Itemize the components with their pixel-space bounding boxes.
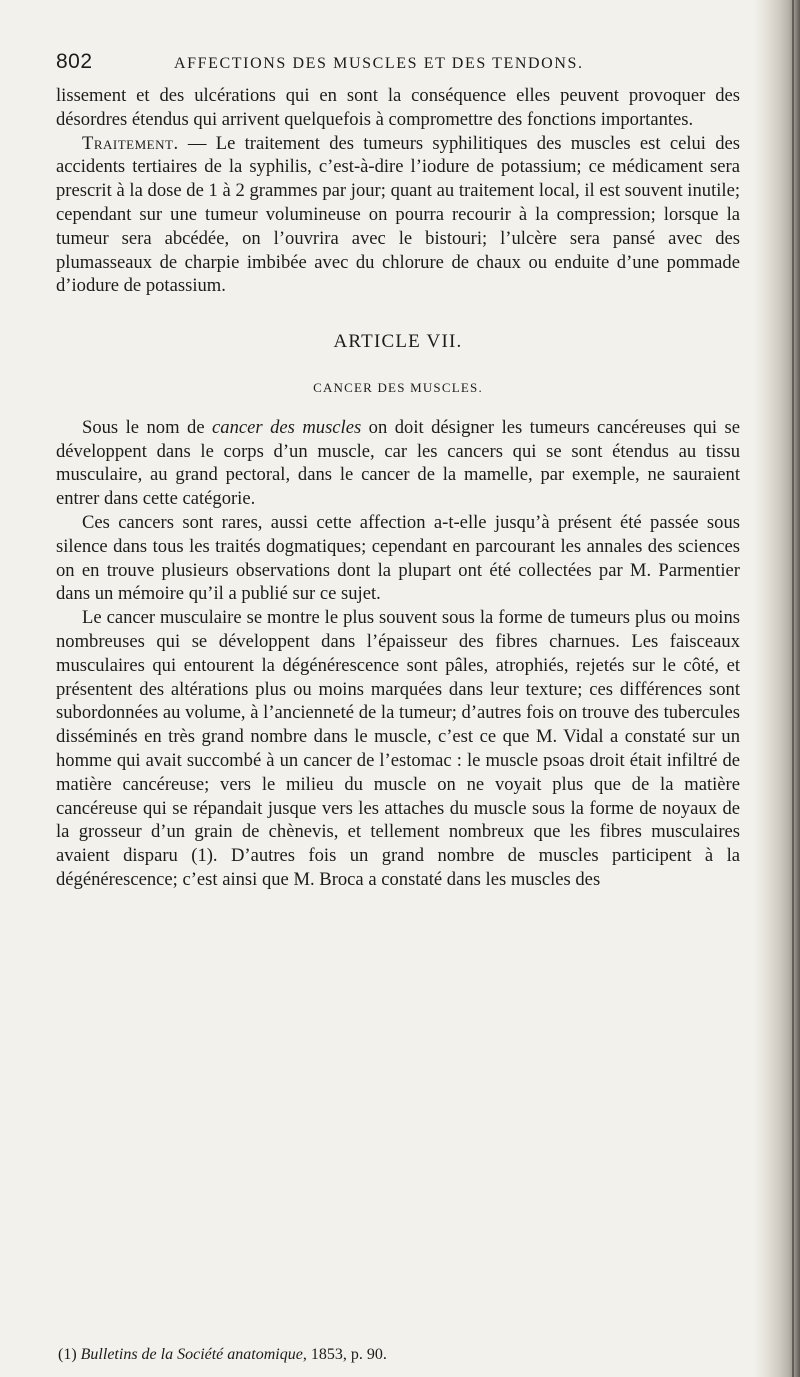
paragraph-definition-end: on doit désigner les tumeurs cancéreuses qui se développent dans le corps d’un muscle, car les cancers qui se sont étendus au tissu musculaire, au grand pectoral, dans le cancer de la mamelle, par exemple, ne sauraient entrer dans cette catégorie. [56,416,740,510]
paragraph-continuation: lissement et des ulcérations qui en sont la conséquence elles peuvent provoquer des désordres étendus qui arrivent quelquefois à compromettre des fonctions importantes. [56,85,740,130]
article-subheading: CANCER DES MUSCLES. [313,379,483,395]
footnote-source: Bulletins de la Société anatomique [80,1346,303,1363]
article-heading: ARTICLE VII. [333,331,463,353]
footnote-citation: , 1853, p. 90. [302,1346,387,1363]
page-number: 802 [56,50,93,73]
term-cancer-des-muscles: cancer des muscles [212,416,362,438]
body-text [56,84,740,892]
paragraph-description: Le cancer musculaire se montre le plus souvent sous la forme de tumeurs plus ou moins nombreuses qui se développent dans l’épaisseur des fibres charnues. Les faisceaux musculaires qui entourent la dégénérescence sont pâles, atrophiés, rejetés sur le côté, et présentent des altérations plus ou moins marquées dans leur texture; ces différences sont subordonnées au volume, à l’ancienneté de la tumeur; d’autres fois on trouve des tubercules disséminés en très grand nombre dans le muscle, c’est ce que M. Vidal a constaté sur un homme qui avait succombé à un cancer de l’estomac : le muscle psoas droit était infiltré de matière cancéreuse; vers le milieu du muscle on ne voyait plus que de la matière cancéreuse qui se répandait jusque vers les attaches du muscle sous la forme de noyaux de la grosseur d’un grain de chènevis, et tellement nombreux que les fibres musculaires avaient disparu (1). D’autres fois un grand nombre de muscles participent à la dégénérescence; c’est ainsi que M. Broca a constaté dans les muscles des [56,607,740,890]
footnote-marker: (1) [58,1346,81,1363]
paragraph-traitement-text: — Le traitement des tumeurs syphilitiques des muscles est celui des accidents tertiaires de la syphilis, c’est-à-dire l’iodure de potassium; ce médicament sera prescrit à la dose de 1 à 2 grammes par jour; quant au traitement local, il est souvent inutile; cependant sur une tumeur volumineuse on pourra recourir à la compression; lorsque la tumeur sera abcédée, on l’ouvrira avec le bistouri; l’ulcère sera pansé avec des plumasseaux de charpie imbibée avec du chlorure de chaux ou enduite d’une pommade d’iodure de potassium. [56,132,740,297]
section-lead-traitement: Traitement. [82,132,179,154]
running-title: AFFECTIONS DES MUSCLES ET DES TENDONS. [174,55,584,72]
page-edge-line [792,0,794,1377]
running-header [56,50,746,78]
paragraph-rarity: Ces cancers sont rares, aussi cette affection a-t-elle jusqu’à présent été passée sous silence dans tous les traités dogmatiques; cependant en parcourant les annales des sciences on en trouve plusieurs observations dont la plupart ont été collectées par M. Parmentier dans un mémoire qu’il a publié sur ce sujet. [56,511,740,605]
footnote [58,1346,738,1364]
paragraph-definition-start: Sous le nom de [82,416,213,438]
paragraph-traitement [56,132,740,299]
paragraph-definition [56,416,740,511]
